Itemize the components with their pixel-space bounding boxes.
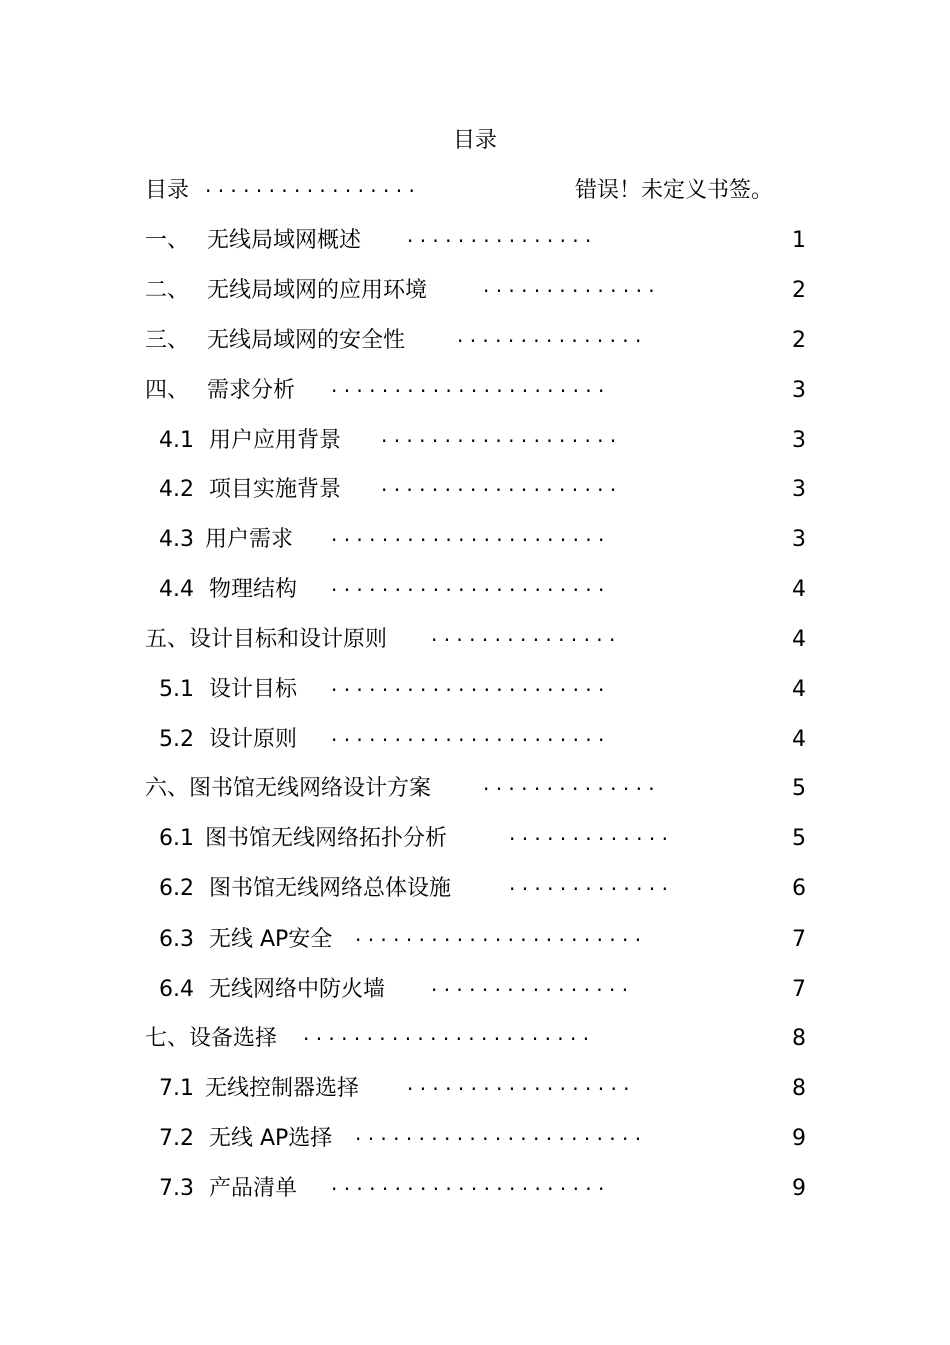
toc-leader-dots: · · · · · · · · · · · · · · · · · · · · · · [331,728,605,752]
toc-entry[interactable] [145,575,807,605]
toc-entry[interactable] [145,525,807,555]
toc-leader-dots: · · · · · · · · · · · · · · · · · · · · · · [331,379,605,403]
toc-entry-label: 设计目标 [209,677,298,702]
toc-entry-label: 用户应用背景 [209,428,342,453]
toc-entry[interactable] [145,774,807,804]
toc-entry[interactable] [145,176,805,206]
toc-entry-number: 七、 [145,1026,190,1051]
toc-leader-dots: · · · · · · · · · · · · · · · · · · · · · · · [355,928,642,952]
toc-leader-dots: · · · · · · · · · · · · · · · [407,229,592,253]
toc-entry-page: 4 [792,677,806,702]
toc-entry[interactable] [145,426,807,456]
toc-entry-number: 6.1 [159,826,194,851]
toc-entry-label: 设计原则 [209,727,298,752]
toc-entry-label: 无线 AP选择 [209,1126,333,1151]
toc-entry-page: 9 [792,1126,806,1151]
toc-entry-number: 二、 [145,278,190,303]
toc-leader-dots: · · · · · · · · · · · · · · · [431,628,616,652]
toc-entry-number: 4.4 [159,577,194,602]
toc-entry-label: 产品清单 [209,1176,298,1201]
toc-entry-label: 图书馆无线网络拓扑分析 [205,826,448,851]
toc-entry-label: 无线 AP安全 [209,927,333,952]
toc-entry-label: 用户需求 [205,527,294,552]
toc-leader-dots: · · · · · · · · · · · · · · · · · · [407,1077,630,1101]
toc-leader-dots: · · · · · · · · · · · · · · [483,279,655,303]
toc-entry[interactable] [145,1174,807,1204]
toc-entry-number: 6.2 [159,876,194,901]
toc-entry[interactable] [145,625,807,655]
toc-entry-number: 6.4 [159,977,194,1002]
toc-entry[interactable] [145,824,807,854]
toc-entry-number: 一、 [145,228,190,253]
toc-entry-page: 3 [792,477,806,502]
toc-leader-dots: · · · · · · · · · · · · · [509,827,668,851]
toc-entry[interactable] [145,1074,807,1104]
toc-entry-label: 无线局域网概述 [207,228,362,253]
toc-entry-number: 5.1 [159,677,194,702]
toc-leader-dots: · · · · · · · · · · · · · · · · · · · [381,478,617,502]
document-title: 目录 [452,128,497,153]
toc-leader-dots: · · · · · · · · · · · · · · · [457,329,642,353]
toc-entry-number: 5.2 [159,727,194,752]
toc-entry-page: 8 [792,1026,806,1051]
toc-entry-label: 无线控制器选择 [205,1076,360,1101]
toc-entry-label: 目录 [145,178,190,203]
toc-entry[interactable] [145,725,807,755]
toc-entry-label: 需求分析 [207,378,296,403]
toc-entry-page: 4 [792,727,806,752]
toc-entry-label: 设备选择 [189,1026,278,1051]
toc-entry-page: 5 [792,826,806,851]
toc-entry-page: 2 [792,278,806,303]
toc-leader-dots: · · · · · · · · · · · · · · · · · · · · · · · [355,1127,642,1151]
toc-entry[interactable] [145,925,807,955]
toc-entry-page: 3 [792,378,806,403]
toc-entry-page: 7 [792,977,806,1002]
toc-entry-page: 3 [792,527,806,552]
toc-entry-page: 6 [792,876,806,901]
toc-entry[interactable] [145,475,807,505]
toc-leader-dots: · · · · · · · · · · · · · · · · · · · · · · · [303,1027,590,1051]
toc-entry[interactable] [145,376,807,406]
toc-entry-page: 3 [792,428,806,453]
toc-entry-number: 7.1 [159,1076,194,1101]
toc-leader-dots: · · · · · · · · · · · · · [509,877,668,901]
toc-entry-page: 9 [792,1176,806,1201]
toc-leader-dots: · · · · · · · · · · · · · · · · · · · · · · [331,678,605,702]
toc-leader-dots: · · · · · · · · · · · · · · · · · · · · · · [331,528,605,552]
toc-entry-number: 4.1 [159,428,194,453]
toc-entry-number: 7.2 [159,1126,194,1151]
toc-entry[interactable] [145,975,807,1005]
toc-entry[interactable] [145,874,807,904]
toc-entry[interactable] [145,1124,807,1154]
toc-entry-page: 7 [792,927,806,952]
toc-entry-number: 四、 [145,378,190,403]
toc-entry[interactable] [145,1024,807,1054]
toc-entry-number: 六、 [145,776,190,801]
toc-entry-label: 无线网络中防火墙 [209,977,386,1002]
toc-entry-label: 无线局域网的安全性 [207,328,406,353]
toc-entry-page: 2 [792,328,806,353]
toc-entry-number: 五、 [145,627,190,652]
toc-entry[interactable] [145,276,807,306]
toc-entry[interactable] [145,675,807,705]
toc-entry[interactable] [145,226,807,256]
toc-entry-page: 4 [792,627,806,652]
toc-entry-label: 图书馆无线网络设计方案 [189,776,432,801]
toc-entry-number: 7.3 [159,1176,194,1201]
toc-entry-label: 设计目标和设计原则 [189,627,388,652]
toc-entry-number: 4.3 [159,527,194,552]
toc-entry-number: 6.3 [159,927,194,952]
toc-entry[interactable] [145,326,807,356]
toc-entry-page: 5 [792,776,806,801]
toc-entry-number: 4.2 [159,477,194,502]
toc-entry-label: 项目实施背景 [209,477,342,502]
toc-leader-dots: · · · · · · · · · · · · · · · · [431,978,629,1002]
toc-entry-label: 物理结构 [209,577,298,602]
toc-entry-page: 1 [792,228,806,253]
toc-leader-dots: · · · · · · · · · · · · · · · · · [205,179,415,203]
toc-entry-page: 8 [792,1076,806,1101]
toc-entry-page: 4 [792,577,806,602]
toc-entry-page: 错误！未定义书签。 [575,178,774,203]
toc-leader-dots: · · · · · · · · · · · · · · · · · · · · · · [331,1177,605,1201]
toc-entry-label: 无线局域网的应用环境 [207,278,428,303]
toc-entry-number: 三、 [145,328,190,353]
toc-leader-dots: · · · · · · · · · · · · · · · · · · · [381,429,617,453]
toc-entry-label: 图书馆无线网络总体设施 [209,876,452,901]
toc-leader-dots: · · · · · · · · · · · · · · · · · · · · · · [331,578,605,602]
toc-leader-dots: · · · · · · · · · · · · · · [483,777,655,801]
